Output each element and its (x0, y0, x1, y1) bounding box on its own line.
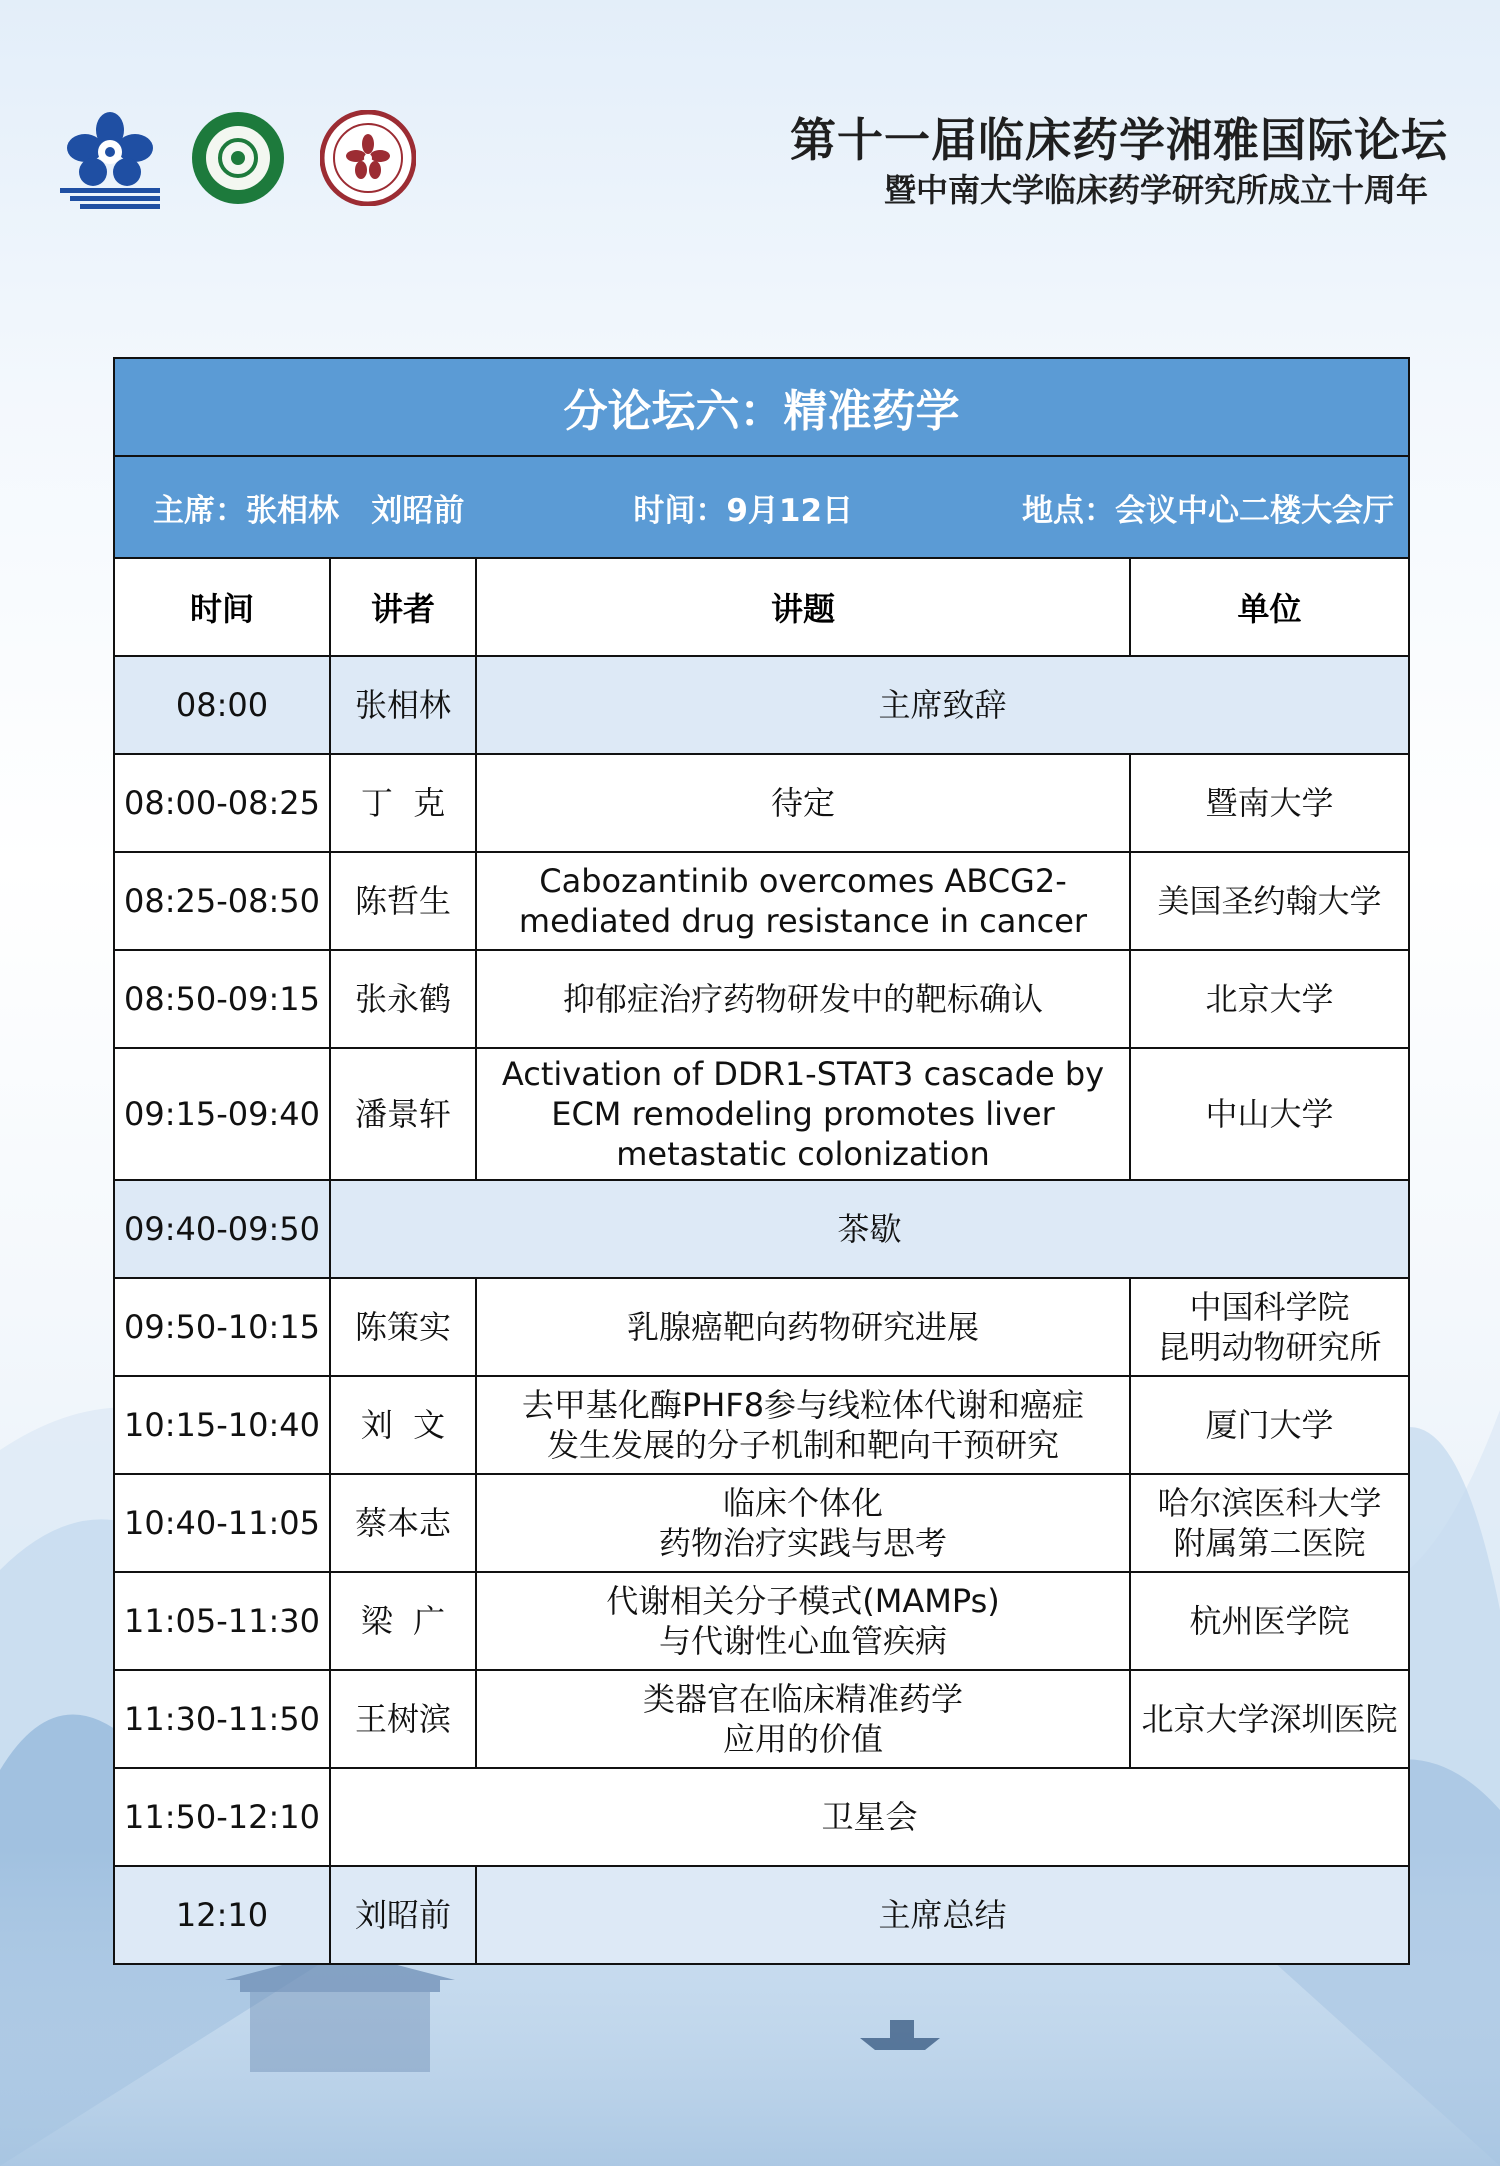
table-row (114, 1572, 1409, 1670)
topic-cell: 待定 (476, 754, 1130, 852)
seal-logo-icon (320, 110, 416, 206)
time-cell: 10:40-11:05 (114, 1474, 330, 1572)
topic-cell: 乳腺癌靶向药物研究进展 (476, 1278, 1130, 1376)
speaker-cell: 刘 文 (330, 1376, 476, 1474)
speaker-cell: 王树滨 (330, 1670, 476, 1768)
association-logo-icon (190, 110, 286, 206)
topic-line: Cabozantinib overcomes ABCG2- (539, 862, 1067, 900)
topic-cell (476, 1376, 1130, 1474)
unit-cell: 北京大学深圳医院 (1130, 1670, 1409, 1768)
table-header-row (114, 558, 1409, 656)
speaker-cell: 张相林 (330, 656, 476, 754)
topic-cell (476, 1670, 1130, 1768)
topic-line: 代谢相关分子模式(MAMPs) (606, 1582, 1000, 1620)
topic-line: mediated drug resistance in cancer (518, 902, 1088, 940)
forum-title-row (114, 358, 1409, 456)
table-row (114, 656, 1409, 754)
time-cell: 11:50-12:10 (114, 1768, 330, 1866)
unit-cell: 暨南大学 (1130, 754, 1409, 852)
speaker-cell: 刘昭前 (330, 1866, 476, 1964)
unit-line: 昆明动物研究所 (1157, 1328, 1382, 1366)
column-header-time: 时间 (114, 558, 330, 656)
unit-cell: 美国圣约翰大学 (1130, 852, 1409, 950)
forum-chair: 主席：张相林 刘昭前 (153, 492, 465, 529)
topic-line: ECM remodeling promotes liver (551, 1095, 1055, 1133)
forum-date: 时间：9月12日 (633, 492, 854, 529)
speaker-cell: 陈哲生 (330, 852, 476, 950)
topic-cell (476, 1572, 1130, 1670)
column-header-topic: 讲题 (476, 558, 1130, 656)
topic-line: 临床个体化 (722, 1484, 883, 1522)
header-titles (790, 112, 1448, 212)
table-row (114, 1180, 1409, 1278)
conference-subtitle: 暨中南大学临床药学研究所成立十周年 (883, 171, 1428, 209)
unit-line: 中国科学院 (1189, 1288, 1350, 1326)
speaker-cell: 陈策实 (330, 1278, 476, 1376)
forum-title: 分论坛六：精准药学 (114, 358, 1409, 456)
table-row (114, 1278, 1409, 1376)
break-cell: 茶歇 (330, 1180, 1409, 1278)
topic-line: 发生发展的分子机制和靶向干预研究 (546, 1426, 1059, 1464)
speaker-cell: 蔡本志 (330, 1474, 476, 1572)
table-row (114, 1670, 1409, 1768)
unit-cell (1130, 1474, 1409, 1572)
topic-cell (476, 1048, 1130, 1180)
unit-cell: 北京大学 (1130, 950, 1409, 1048)
column-header-unit: 单位 (1130, 558, 1409, 656)
schedule-table (113, 357, 1410, 1965)
topic-line: 与代谢性心血管疾病 (658, 1622, 947, 1660)
unit-cell: 厦门大学 (1130, 1376, 1409, 1474)
time-cell: 11:05-11:30 (114, 1572, 330, 1670)
time-cell: 12:10 (114, 1866, 330, 1964)
logo-group (55, 110, 435, 210)
forum-venue: 地点：会议中心二楼大会厅 (1021, 492, 1394, 529)
time-cell: 08:50-09:15 (114, 950, 330, 1048)
unit-line: 哈尔滨医科大学 (1157, 1484, 1382, 1522)
time-cell: 08:25-08:50 (114, 852, 330, 950)
table-row (114, 1768, 1409, 1866)
time-cell: 09:50-10:15 (114, 1278, 330, 1376)
time-cell: 08:00 (114, 656, 330, 754)
speaker-cell: 梁 广 (330, 1572, 476, 1670)
column-header-speaker: 讲者 (330, 558, 476, 656)
table-row (114, 950, 1409, 1048)
table-row (114, 754, 1409, 852)
topic-line: 应用的价值 (722, 1720, 883, 1758)
table-row (114, 852, 1409, 950)
topic-cell (476, 852, 1130, 950)
topic-line: 类器官在临床精准药学 (642, 1680, 963, 1718)
flower-logo-icon (55, 110, 165, 210)
time-cell: 08:00-08:25 (114, 754, 330, 852)
table-row (114, 1048, 1409, 1180)
topic-cell (476, 1474, 1130, 1572)
topic-line: 去甲基化酶PHF8参与线粒体代谢和癌症 (521, 1386, 1085, 1424)
time-cell: 11:30-11:50 (114, 1670, 330, 1768)
topic-cell: 主席致辞 (476, 656, 1409, 754)
speaker-cell: 丁 克 (330, 754, 476, 852)
topic-cell: 抑郁症治疗药物研发中的靶标确认 (476, 950, 1130, 1048)
time-cell: 09:15-09:40 (114, 1048, 330, 1180)
unit-cell (1130, 1278, 1409, 1376)
table-row (114, 1866, 1409, 1964)
unit-cell: 中山大学 (1130, 1048, 1409, 1180)
conference-title: 第十一届临床药学湘雅国际论坛 (790, 113, 1448, 167)
time-cell: 09:40-09:50 (114, 1180, 330, 1278)
satellite-session-cell: 卫星会 (330, 1768, 1409, 1866)
topic-line: Activation of DDR1-STAT3 cascade by (501, 1055, 1105, 1093)
topic-line: metastatic colonization (616, 1135, 990, 1173)
speaker-cell: 潘景轩 (330, 1048, 476, 1180)
unit-cell: 杭州医学院 (1130, 1572, 1409, 1670)
table-row (114, 1474, 1409, 1572)
topic-line: 药物治疗实践与思考 (658, 1524, 947, 1562)
time-cell: 10:15-10:40 (114, 1376, 330, 1474)
speaker-cell: 张永鹤 (330, 950, 476, 1048)
forum-info-row (114, 456, 1409, 558)
table-row (114, 1376, 1409, 1474)
unit-line: 附属第二医院 (1173, 1524, 1366, 1562)
topic-cell: 主席总结 (476, 1866, 1409, 1964)
